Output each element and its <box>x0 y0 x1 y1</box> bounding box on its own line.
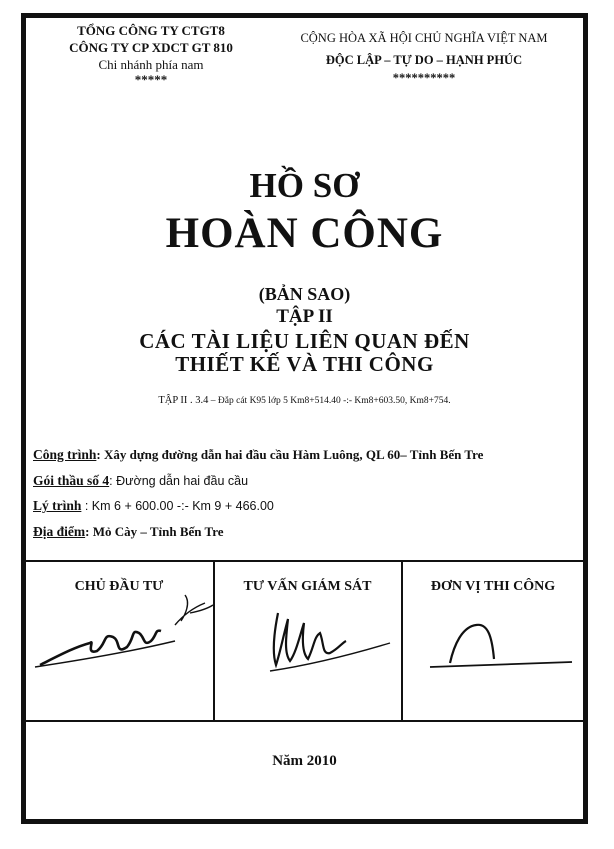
investor-signature <box>35 585 215 685</box>
location-row <box>33 524 224 540</box>
company-branch: Chi nhánh phía nam <box>98 57 204 72</box>
year-footer: Năm 2010 <box>272 753 337 769</box>
title-line-2: HOÀN CÔNG <box>165 210 444 257</box>
header-right <box>270 27 578 85</box>
header-right-stars: ********** <box>392 71 456 85</box>
supervisor-signature <box>230 603 410 683</box>
project-value: : Xây dựng đường dẫn hai đầu cầu Hàm Luông, QL 60– Tỉnh Bến Tre <box>96 447 484 462</box>
supervisor-heading: TƯ VẤN GIÁM SÁT <box>243 579 372 594</box>
signature-bottom-line <box>25 720 584 722</box>
volume-desc-2: THIẾT KẾ VÀ THI CÔNG <box>175 352 434 376</box>
company-parent: TỔNG CÔNG TY CTGT8 <box>77 23 225 38</box>
inner-border <box>25 17 584 820</box>
project-label: Công trình <box>33 447 97 462</box>
signature-top-line <box>25 560 584 562</box>
project-row <box>33 447 483 463</box>
header-left-stars: ***** <box>134 72 168 87</box>
investor-heading: CHỦ ĐẦU TƯ <box>74 579 164 594</box>
volume-label: TẬP II <box>276 306 333 327</box>
header-left <box>34 22 268 87</box>
section-note <box>21 394 588 408</box>
package-row <box>33 473 248 489</box>
package-label: Gói thầu số 4 <box>33 473 110 488</box>
location-value: : Mỏ Cày – Tỉnh Bến Tre <box>85 524 224 539</box>
national-motto: ĐỘC LẬP – TỰ DO – HẠNH PHÚC <box>325 53 523 67</box>
national-title: CỘNG HÒA XÃ HỘI CHỦ NGHĨA VIỆT NAM <box>300 31 548 45</box>
route-value: : Km 6 + 600.00 -:- Km 9 + 466.00 <box>81 499 274 513</box>
route-row <box>33 498 274 514</box>
title-line-1: HỒ SƠ <box>249 166 360 205</box>
route-label: Lý trình <box>33 498 82 513</box>
copy-label: (BẢN SAO) <box>258 284 351 304</box>
section-note-text: – Đắp cát K95 lớp 5 Km8+514.40 -:- Km8+603.50, Km8+754. <box>210 396 451 406</box>
package-value: : Đường dẫn hai đầu cầu <box>109 474 249 488</box>
section-note-prefix: TẬP II . 3.4 <box>158 395 209 406</box>
company-name: CÔNG TY CP XDCT GT 810 <box>69 40 233 55</box>
contractor-heading: ĐƠN VỊ THI CÔNG <box>430 579 556 594</box>
volume-desc-1: CÁC TÀI LIỆU LIÊN QUAN ĐẾN <box>139 329 470 353</box>
location-label: Địa điểm <box>33 524 86 539</box>
contractor-signature <box>420 615 580 675</box>
